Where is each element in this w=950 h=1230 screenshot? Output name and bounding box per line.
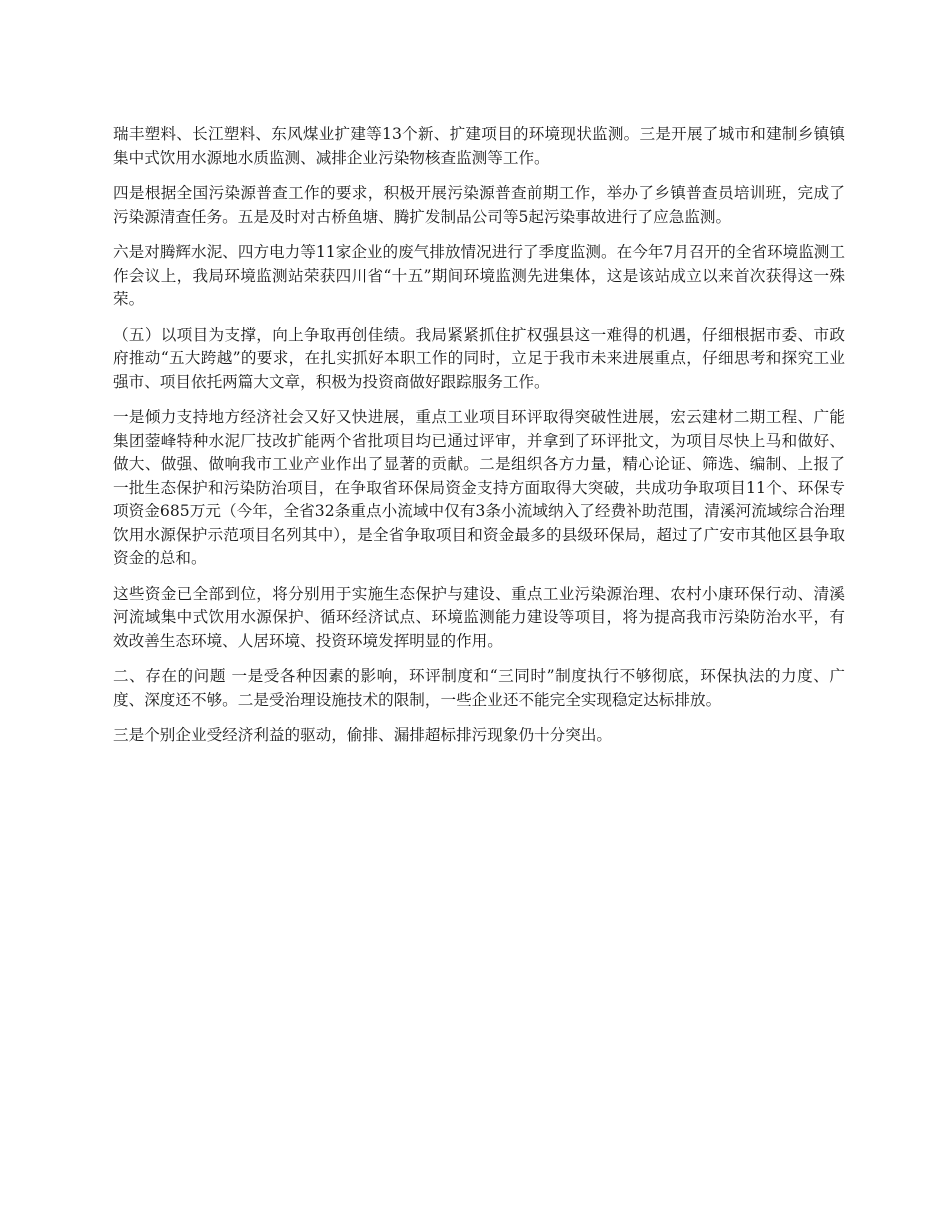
paragraph-7: 二、存在的问题 一是受各种因素的影响，环评制度和“三同时”制度执行不够彻底，环保执法的力度、广度、深度还不够。二是受治理设施技术的限制，一些企业还不能完全实现稳定达标排放。 (113, 667, 845, 709)
paragraph-2: 四是根据全国污染源普查工作的要求，积极开展污染源普查前期工作，举办了乡镇普查员培训班，完成了污染源清查任务。五是及时对古桥鱼塘、腾扩发制品公司等5起污染事故进行了应急监测。 (113, 184, 845, 226)
paragraph-4: （五）以项目为支撑，向上争取再创佳绩。我局紧紧抓住扩权强县这一难得的机遇，仔细根据市委、市政府推动“五大跨越”的要求，在扎实抓好本职工作的同时，立足于我市未来进展重点，仔细思考和探究工业强市、项目依托两篇大文章，积极为投资商做好跟踪服务工作。 (113, 325, 845, 391)
paragraph-5: 一是倾力支持地方经济社会又好又快进展，重点工业项目环评取得突破性进展，宏云建材二期工程、广能集团蓥峰特种水泥厂技改扩能两个省批项目均已通过评审，并拿到了环评批文，为项目尽快上马和做好、做大、做强、做响我市工业产业作出了显著的贡献。二是组织各方力量，精心论证、筛选、编制、上报了一批生态保护和污染防治项目，在争取省环保局资金支持方面取得大突破，共成功争取项目11个、环保专项资金685万元（今年，全省32条重点小流域中仅有3条小流域纳入了经费补助范围，清溪河流域综合治理饮用水源保护示范项目名列其中），是全省争取项目和资金最多的县级环保局，超过了广安市其他区县争取资金的总和。 (113, 408, 845, 567)
paragraph-1: 瑞丰塑料、长江塑料、东风煤业扩建等13个新、扩建项目的环境现状监测。三是开展了城市和建制乡镇镇集中式饮用水源地水质监测、减排企业污染物核查监测等工作。 (113, 125, 845, 167)
paragraph-6: 这些资金已全部到位，将分别用于实施生态保护与建设、重点工业污染源治理、农村小康环保行动、清溪河流域集中式饮用水源保护、循环经济试点、环境监测能力建设等项目，将为提高我市污染防治水平，有效改善生态环境、人居环境、投资环境发挥明显的作用。 (113, 584, 845, 650)
paragraph-8: 三是个别企业受经济利益的驱动，偷排、漏排超标排污现象仍十分突出。 (113, 726, 613, 744)
paragraph-3: 六是对腾辉水泥、四方电力等11家企业的废气排放情况进行了季度监测。在今年7月召开的全省环境监测工作会议上，我局环境监测站荣获四川省“十五”期间环境监测先进集体，这是该站成立以来首次获得这一殊荣。 (113, 243, 845, 308)
document-body (113, 123, 845, 760)
